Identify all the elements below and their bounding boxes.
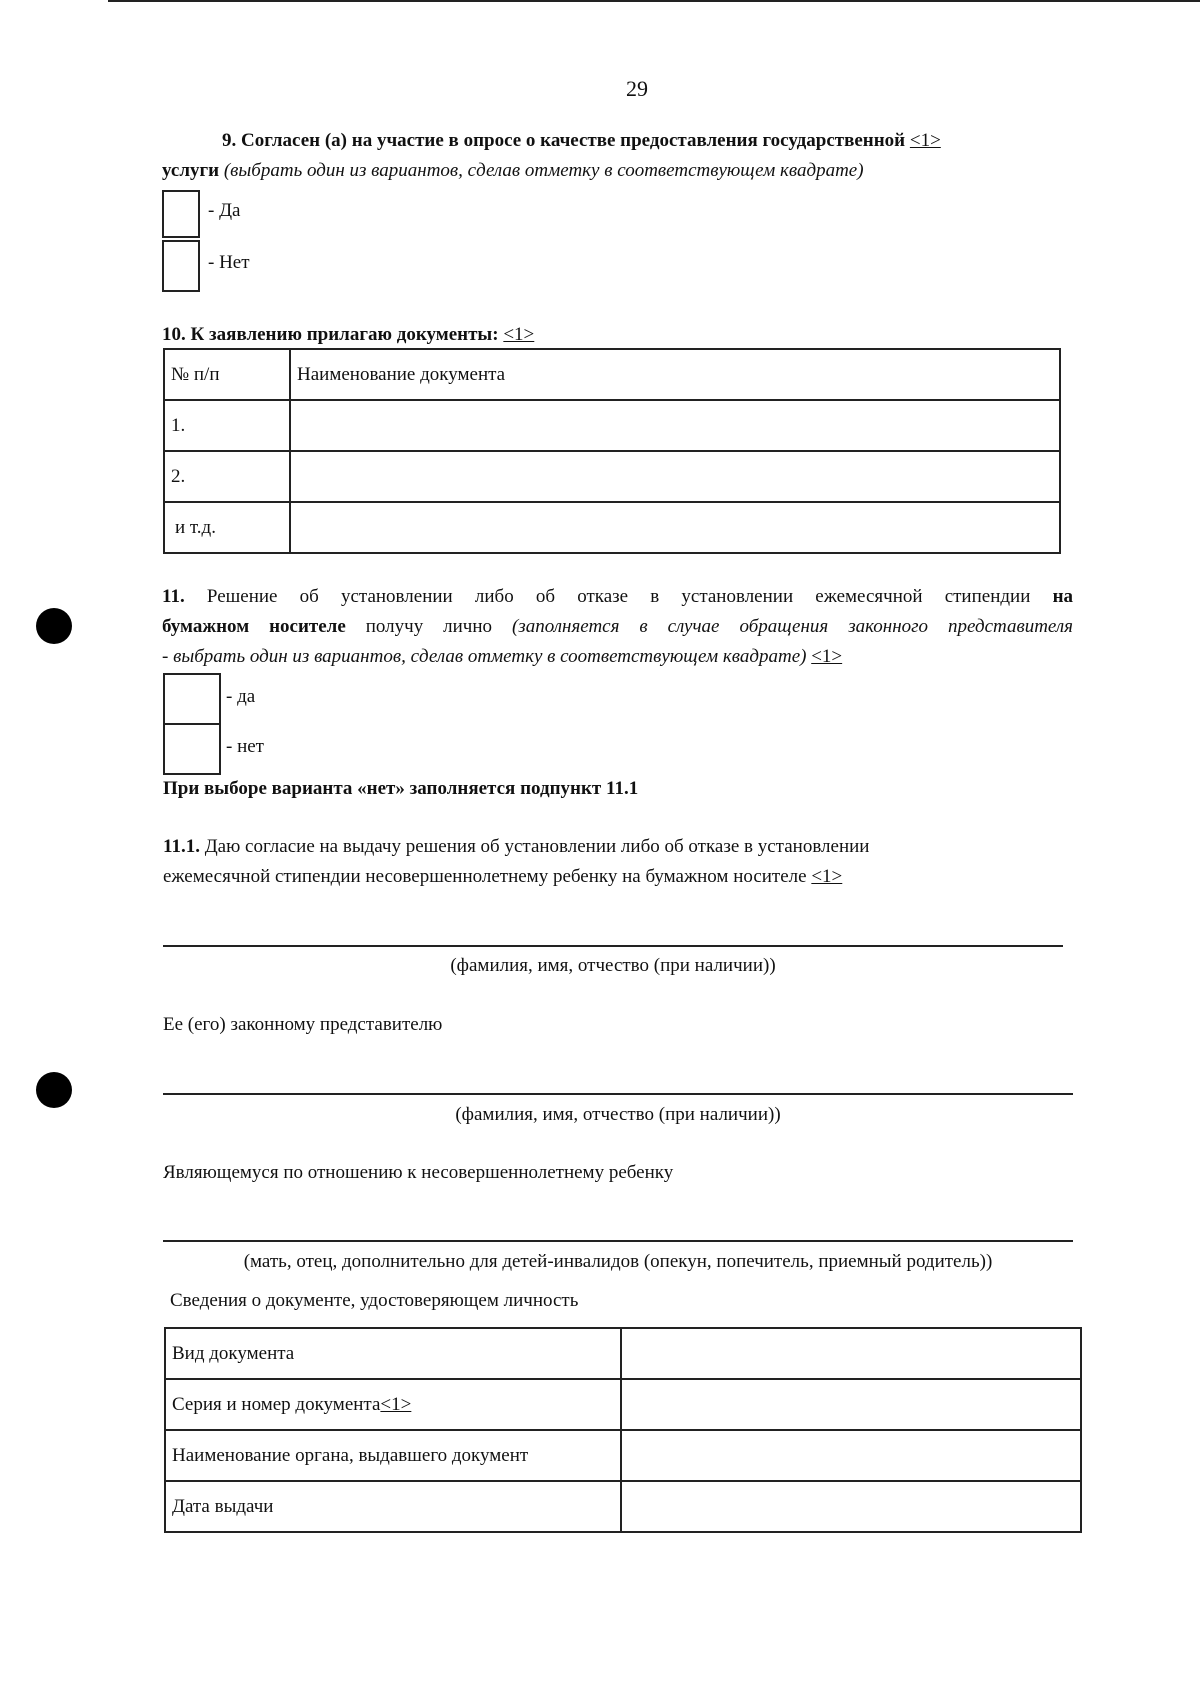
- section11-yes-checkbox[interactable]: [163, 673, 221, 725]
- table-header-row: [164, 349, 1060, 400]
- page-number: 29: [626, 76, 648, 101]
- section11-1-text-cont: ежемесячной стипендии несовершеннолетнему ребенку на бумажном носителе: [163, 866, 807, 887]
- section11-line3: [162, 642, 1073, 672]
- documents-table: [163, 348, 1061, 554]
- child-name-caption: (фамилия, имя, отчество (при наличии)): [450, 955, 776, 976]
- child-name-field[interactable]: [163, 945, 1063, 947]
- section11-no-checkbox[interactable]: [163, 723, 221, 775]
- section11-1-line1: [163, 832, 1063, 862]
- id-field-value[interactable]: [621, 1328, 1081, 1379]
- representative-label: Ее (его) законному представителю: [163, 1014, 443, 1035]
- section11-ref[interactable]: <1>: [811, 646, 843, 667]
- relation-caption: (мать, отец, дополнительно для детей-инвалидов (опекун, попечитель, приемный родитель)): [243, 1251, 993, 1272]
- id-field-label: Серия и номер документа: [172, 1393, 381, 1415]
- table-row: [164, 400, 1060, 451]
- section11-1-line2: [163, 862, 1063, 892]
- section11-line1: [162, 582, 1073, 612]
- section9-title: 9. Согласен (а) на участие в опросе о качестве предоставления государственной: [222, 130, 906, 151]
- id-field-label: Наименование органа, выдавшего документ: [165, 1430, 621, 1481]
- row-doc-name-cell[interactable]: [290, 502, 1060, 553]
- row-number: и т.д.: [164, 502, 290, 553]
- table-row: [165, 1430, 1081, 1481]
- table-row: [164, 451, 1060, 502]
- section9-no-checkbox[interactable]: [162, 240, 200, 292]
- section9-instruction: (выбрать один из вариантов, сделав отметку в соответствующем квадрате): [223, 160, 864, 181]
- row-number: 1.: [164, 400, 290, 451]
- row-doc-name-cell[interactable]: [290, 451, 1060, 502]
- section11-instruction-cont: - выбрать один из вариантов, сделав отметку в соответствующем квадрате): [162, 646, 807, 667]
- section11-note: При выборе варианта «нет» заполняется подпункт 11.1: [163, 778, 639, 799]
- row-doc-name-cell[interactable]: [290, 400, 1060, 451]
- id-document-label: Сведения о документе, удостоверяющем личность: [170, 1290, 579, 1311]
- page-top-edge: [108, 0, 1200, 2]
- id-field-value[interactable]: [621, 1379, 1081, 1430]
- section11-1-number: 11.1.: [163, 836, 200, 857]
- id-field-label: Дата выдачи: [165, 1481, 621, 1532]
- id-field-label-cell: [165, 1379, 621, 1430]
- section11-bold-tail: на: [1052, 586, 1074, 607]
- section11-text: Решение об установлении либо об отказе в установлении ежемесячной стипендии: [206, 586, 1031, 607]
- table-row: [164, 502, 1060, 553]
- section11-number: 11.: [162, 586, 185, 607]
- section9-ref[interactable]: <1>: [909, 130, 941, 151]
- table-row: [165, 1481, 1081, 1532]
- section11-instruction: (заполняется в случае обращения законного представителя: [511, 616, 1073, 637]
- punch-hole: [36, 1072, 72, 1108]
- section11-yes-label: - да: [226, 686, 256, 707]
- section9-title-line: [222, 126, 1068, 156]
- section10-ref[interactable]: <1>: [503, 324, 535, 345]
- section11-1-text: Даю согласие на выдачу решения об установлении либо об отказе в установлении: [204, 836, 870, 857]
- header-number: № п/п: [164, 349, 290, 400]
- relation-label: Являющемуся по отношению к несовершеннолетнему ребенку: [163, 1162, 674, 1183]
- table-row: [165, 1379, 1081, 1430]
- section11-1-ref[interactable]: <1>: [811, 866, 843, 887]
- relation-field[interactable]: [163, 1240, 1073, 1242]
- id-field-value[interactable]: [621, 1481, 1081, 1532]
- section9-yes-checkbox[interactable]: [162, 190, 200, 238]
- section9-no-label: - Нет: [208, 252, 250, 273]
- section9-service-word: услуги: [162, 160, 220, 181]
- id-series-ref[interactable]: <1>: [380, 1393, 412, 1415]
- section9-instruction-line: [162, 156, 1062, 186]
- id-field-value[interactable]: [621, 1430, 1081, 1481]
- representative-name-caption: (фамилия, имя, отчество (при наличии)): [455, 1104, 781, 1125]
- section9-yes-label: - Да: [208, 200, 241, 221]
- id-document-table: [164, 1327, 1082, 1533]
- punch-hole: [36, 608, 72, 644]
- id-field-label: Вид документа: [165, 1328, 621, 1379]
- header-doc-name: Наименование документа: [290, 349, 1060, 400]
- section11-no-label: - нет: [226, 736, 264, 757]
- section11-paper-medium: бумажном носителе: [162, 616, 346, 637]
- section10-title-line: [162, 320, 534, 350]
- representative-name-field[interactable]: [163, 1093, 1073, 1095]
- section11-line2: [162, 612, 1073, 642]
- row-number: 2.: [164, 451, 290, 502]
- table-row: [165, 1328, 1081, 1379]
- section11-receive: получу лично: [365, 616, 493, 637]
- section10-title: 10. К заявлению прилагаю документы:: [162, 324, 499, 345]
